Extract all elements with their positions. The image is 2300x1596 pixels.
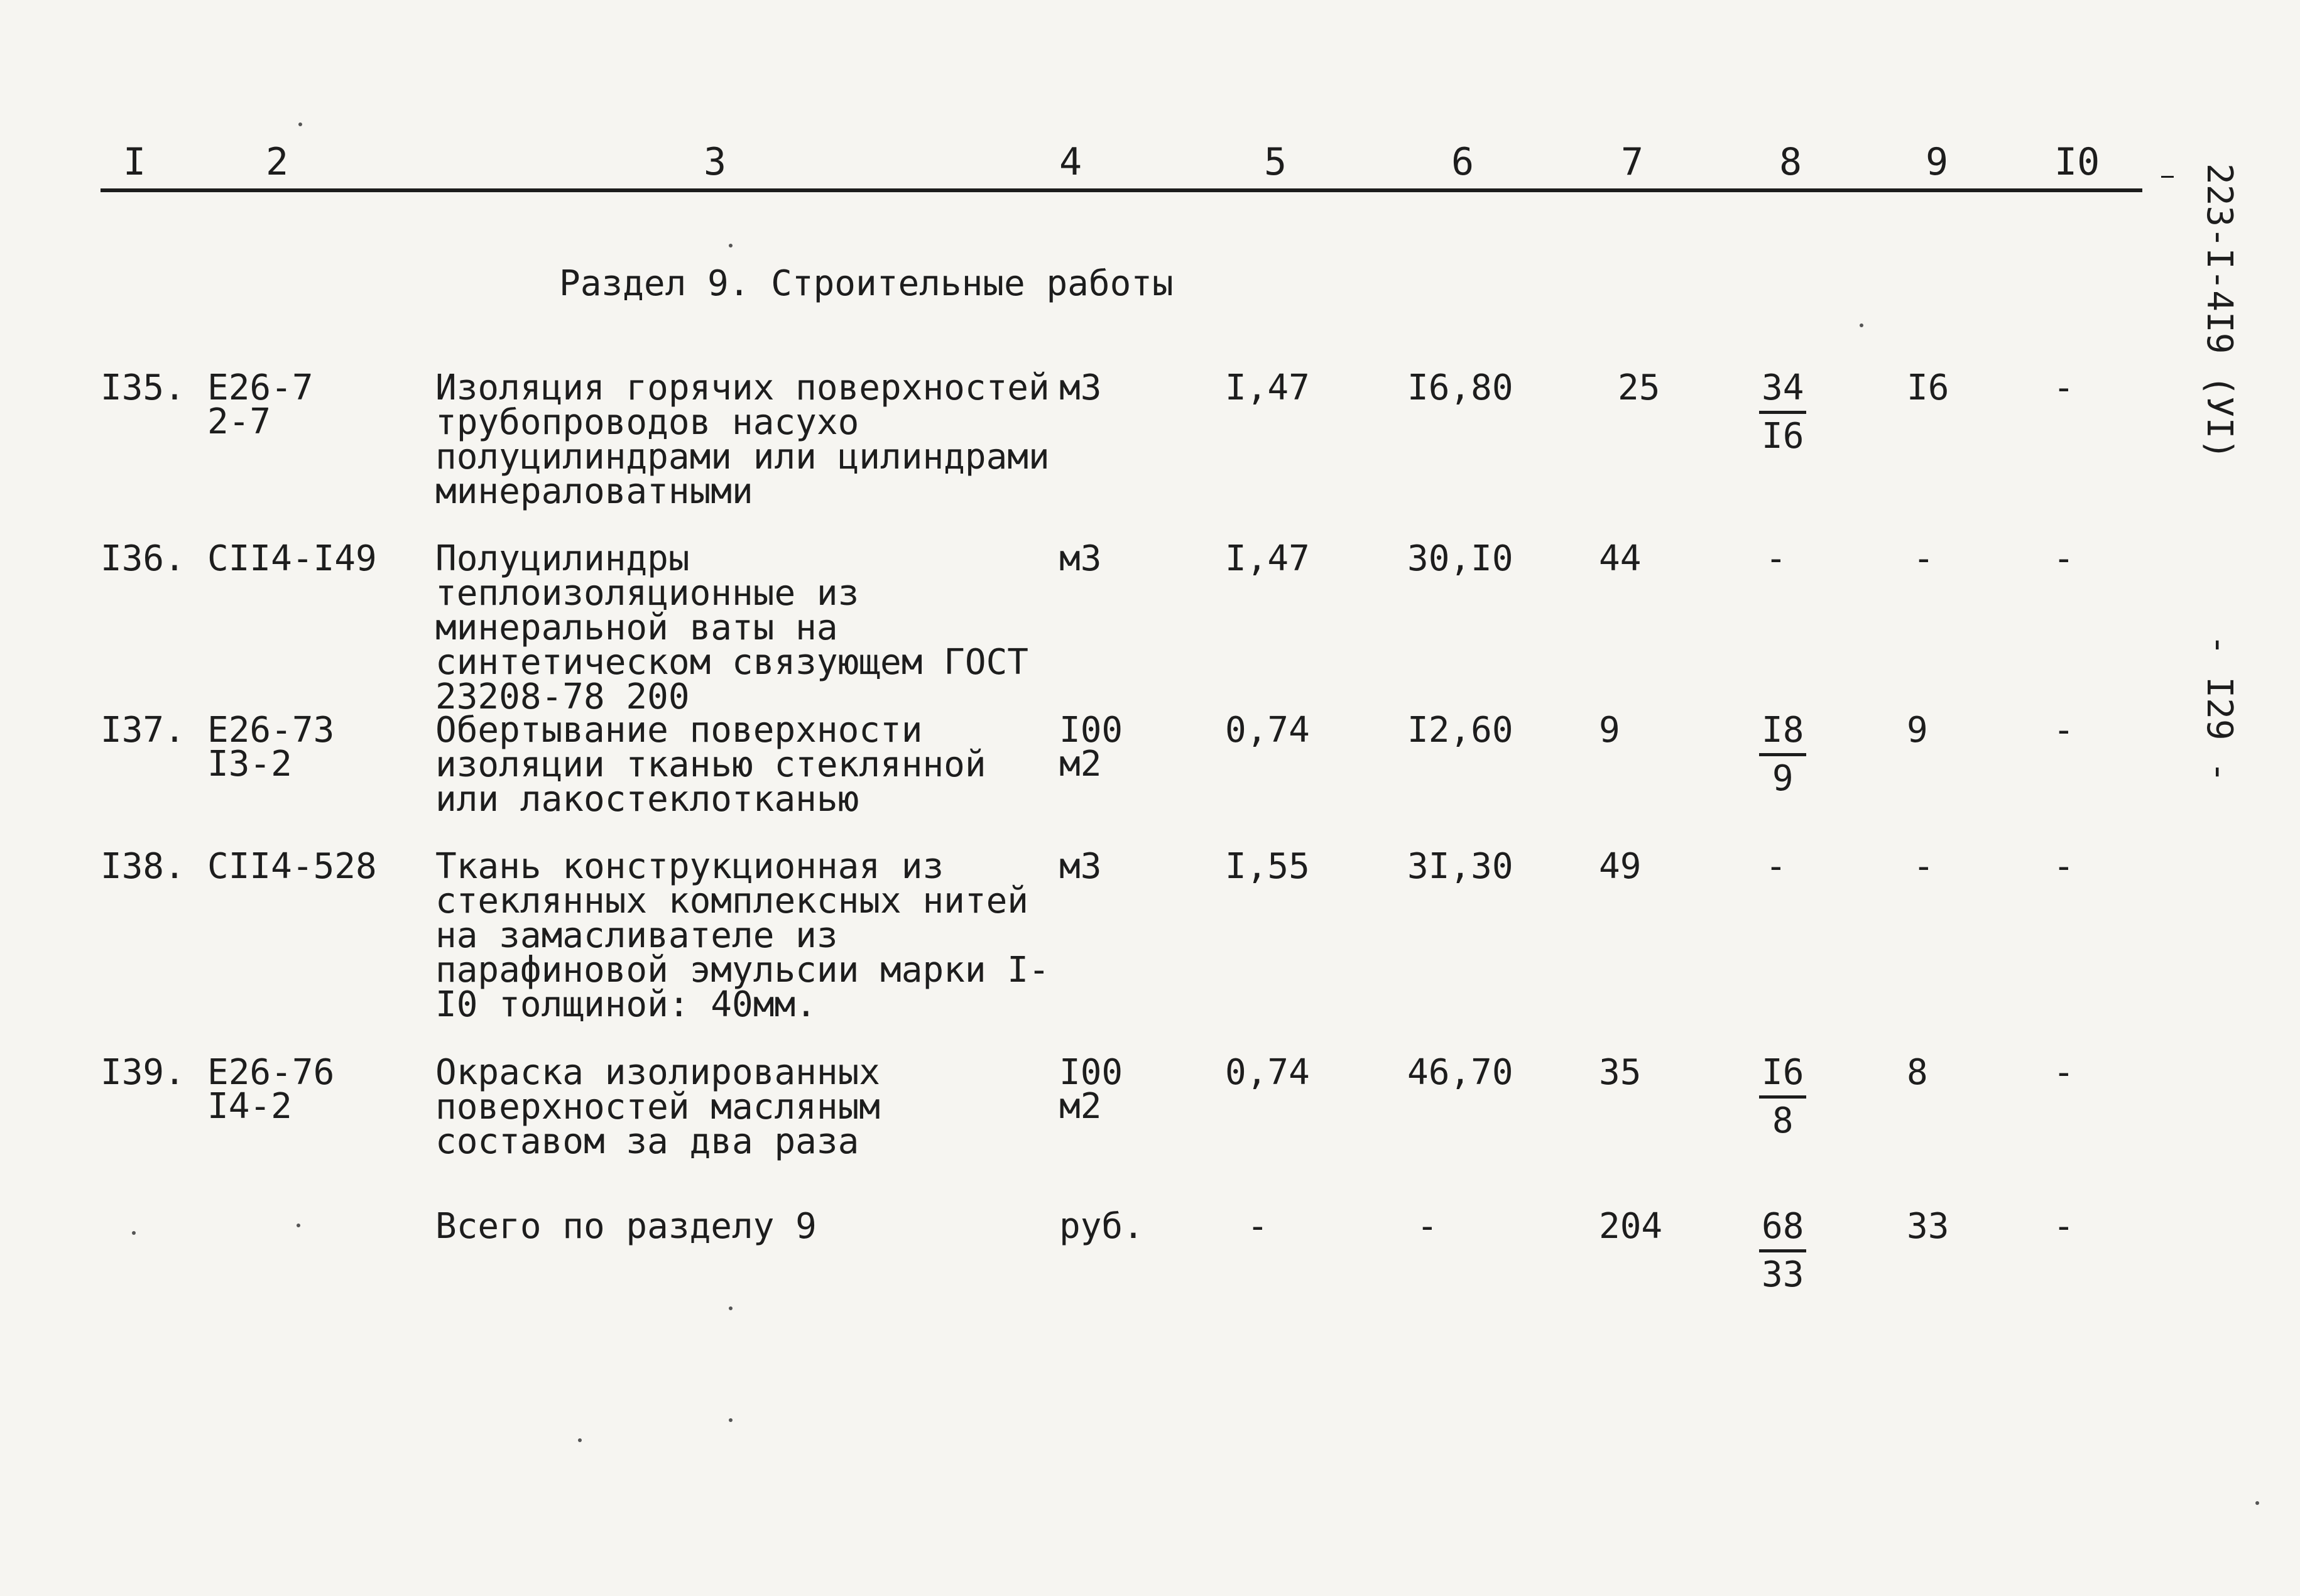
row-number: I35. <box>101 367 185 408</box>
quantity: I,47 <box>1225 538 1310 579</box>
total-column-6: - <box>1417 1206 1438 1247</box>
work-description: Обертывание поверхности изоляции тканью стеклянной или лакостеклотканью <box>435 710 986 820</box>
fraction-numerator: I8 <box>1759 713 1806 756</box>
section-title: Раздел 9. Строительные работы <box>559 263 1174 304</box>
column-10-value: - <box>2053 367 2074 408</box>
quantity: 0,74 <box>1225 710 1310 751</box>
column-10-value: - <box>2053 538 2074 579</box>
header-rule <box>101 188 2142 192</box>
unit: м3 <box>1059 367 1102 408</box>
total-cost: 35 <box>1599 1052 1642 1093</box>
column-9-value: - <box>1913 538 1934 579</box>
column-header-1: I <box>123 140 146 184</box>
column-header-8: 8 <box>1779 140 1802 184</box>
quantity: 0,74 <box>1225 1052 1310 1093</box>
scan-speck <box>132 1231 136 1235</box>
unit-cost: 46,70 <box>1407 1052 1513 1093</box>
fraction-denominator: I6 <box>1762 416 1804 457</box>
column-10-value: - <box>2053 1052 2074 1093</box>
total-column-5: - <box>1247 1206 1268 1247</box>
scan-speck <box>298 122 302 126</box>
row-number: I37. <box>101 710 185 751</box>
rate-code: Е26-76 <box>207 1052 335 1093</box>
column-9-value: I6 <box>1907 367 1949 408</box>
column-header-7: 7 <box>1621 140 1644 184</box>
rate-code-sub: I3-2 <box>207 744 292 784</box>
scan-speck <box>2255 1501 2259 1505</box>
total-label: Всего по разделу 9 <box>435 1206 817 1247</box>
total-cost: 49 <box>1599 846 1642 887</box>
column-10-value: - <box>2053 710 2074 751</box>
rate-code-sub: I4-2 <box>207 1086 292 1127</box>
page-number: - I29 - <box>2199 634 2240 783</box>
unit-cost: 30,I0 <box>1407 538 1513 579</box>
unit-sub: м2 <box>1059 744 1102 784</box>
total-column-9: 33 <box>1907 1206 1949 1247</box>
unit: м3 <box>1059 538 1102 579</box>
unit-cost: I2,60 <box>1407 710 1513 751</box>
work-description: Ткань конструкционная из стеклянных комплексных нитей на замасливателе из парафиновой эмульсии марки I-I0 толщиной: 40мм. <box>435 846 1050 1025</box>
rate-code: СII4-I49 <box>207 538 377 579</box>
quantity: I,55 <box>1225 846 1310 887</box>
column-header-10: I0 <box>2054 140 2100 184</box>
cost-fraction <box>1759 1052 1806 1141</box>
scan-speck <box>1860 323 1863 327</box>
column-9-value: - <box>1913 846 1934 887</box>
fraction-denominator: 9 <box>1772 758 1794 799</box>
fraction-numerator: I6 <box>1759 1055 1806 1099</box>
column-header-5: 5 <box>1264 140 1287 184</box>
unit: м3 <box>1059 846 1102 887</box>
total-cost: 9 <box>1599 710 1620 751</box>
rate-code: Е26-73 <box>207 710 335 751</box>
fraction-denominator: 33 <box>1762 1254 1804 1295</box>
unit-cost: I6,80 <box>1407 367 1513 408</box>
cost-fraction <box>1759 710 1806 799</box>
total-cost: 204 <box>1599 1206 1663 1247</box>
column-header-4: 4 <box>1059 140 1082 184</box>
total-column-10: - <box>2053 1206 2074 1247</box>
scan-speck <box>729 244 733 247</box>
column-header-2: 2 <box>266 140 289 184</box>
cost-fraction <box>1759 367 1806 457</box>
unit: I00 <box>1059 1052 1123 1093</box>
column-9-value: 8 <box>1907 1052 1928 1093</box>
scan-speck <box>578 1438 582 1442</box>
document-code: 223-I-4I9 (УI) <box>2199 163 2240 460</box>
header-rule-tick <box>2161 176 2174 178</box>
total-cost-fraction <box>1759 1206 1806 1295</box>
scan-speck <box>729 1418 733 1422</box>
row-number: I36. <box>101 538 185 579</box>
total-cost: 25 <box>1618 367 1660 408</box>
work-description: Окраска изолированных поверхностей масляным составом за два раза <box>435 1052 881 1162</box>
column-header-3: 3 <box>704 140 727 184</box>
rate-code: СII4-528 <box>207 846 377 887</box>
row-number: I39. <box>101 1052 185 1093</box>
total-cost: 44 <box>1599 538 1642 579</box>
column-header-6: 6 <box>1451 140 1474 184</box>
unit-sub: м2 <box>1059 1086 1102 1127</box>
column-8-value: - <box>1765 538 1787 579</box>
row-number: I38. <box>101 846 185 887</box>
scan-speck <box>729 1306 733 1310</box>
work-description: Изоляция горячих поверхностей трубопроводов насухо полуцилиндрами или цилиндрами минераловатными <box>435 367 1050 512</box>
fraction-denominator: 8 <box>1772 1100 1794 1141</box>
scan-speck <box>297 1224 300 1227</box>
column-header-9: 9 <box>1926 140 1949 184</box>
rate-code-sub: 2-7 <box>207 401 271 442</box>
fraction-numerator: 68 <box>1759 1209 1806 1252</box>
fraction-numerator: 34 <box>1759 371 1806 414</box>
unit: I00 <box>1059 710 1123 751</box>
column-9-value: 9 <box>1907 710 1928 751</box>
quantity: I,47 <box>1225 367 1310 408</box>
work-description: Полуцилиндры теплоизоляционные из минеральной ваты на синтетическом связующем ГОСТ 23208-78 200 <box>435 538 1029 717</box>
rate-code: Е26-7 <box>207 367 313 408</box>
column-8-value: - <box>1765 846 1787 887</box>
total-unit: руб. <box>1059 1206 1144 1247</box>
column-10-value: - <box>2053 846 2074 887</box>
unit-cost: 3I,30 <box>1407 846 1513 887</box>
